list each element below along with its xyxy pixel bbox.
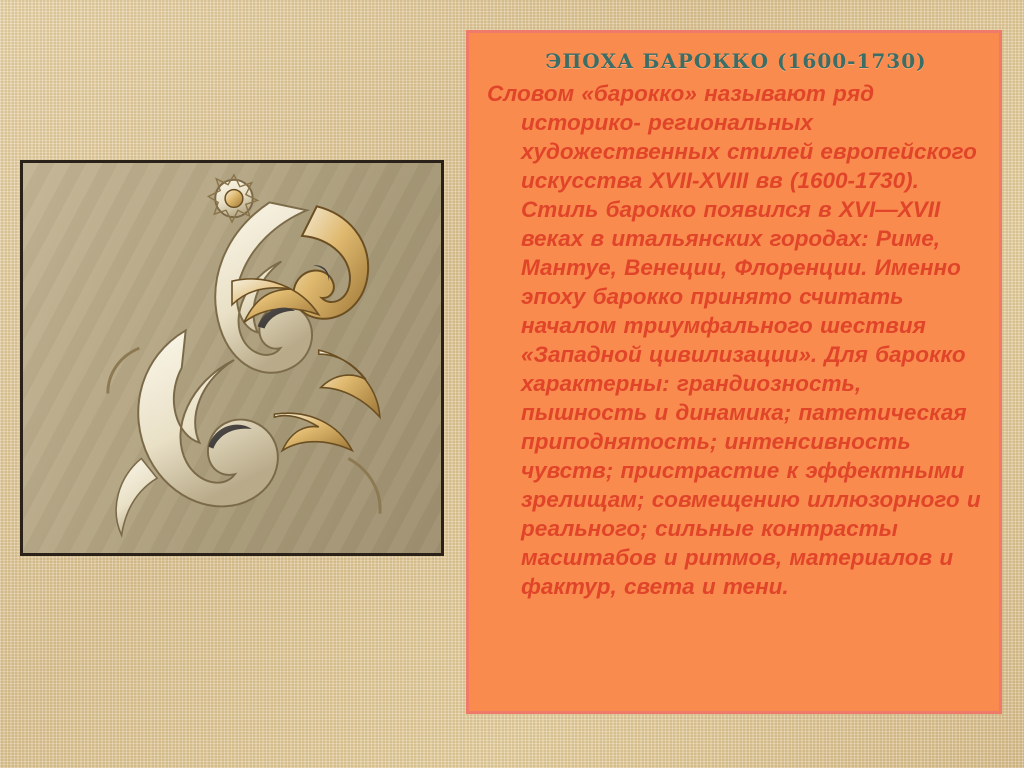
content-panel bbox=[466, 30, 1002, 714]
page-title: ЭПОХА БАРОККО (1600-1730) bbox=[545, 49, 927, 73]
body-paragraph: Словом «барокко» называют ряд историко- региональных художественных стилей европейского искусства XVII-XVIII вв (1600-1730). Стиль барокко появился в XVI—XVII веках в итальянских городах: Риме, Мантуе, Венеции, Флоренции. Именно эпоху барокко принято считать началом триумфального шествия «Западной цивилизации». Для барокко характерны: грандиозность, пышность и динамика; патетическая приподнятость; интенсивность чувств; пристрастие к эффектными зрелищам; совмещению иллюзорного и реального; сильные контрасты масштабов и ритмов, материалов и фактур, света и тени. bbox=[487, 81, 981, 600]
baroque-ornament-image bbox=[20, 160, 444, 556]
ornament-illustration bbox=[23, 163, 441, 553]
